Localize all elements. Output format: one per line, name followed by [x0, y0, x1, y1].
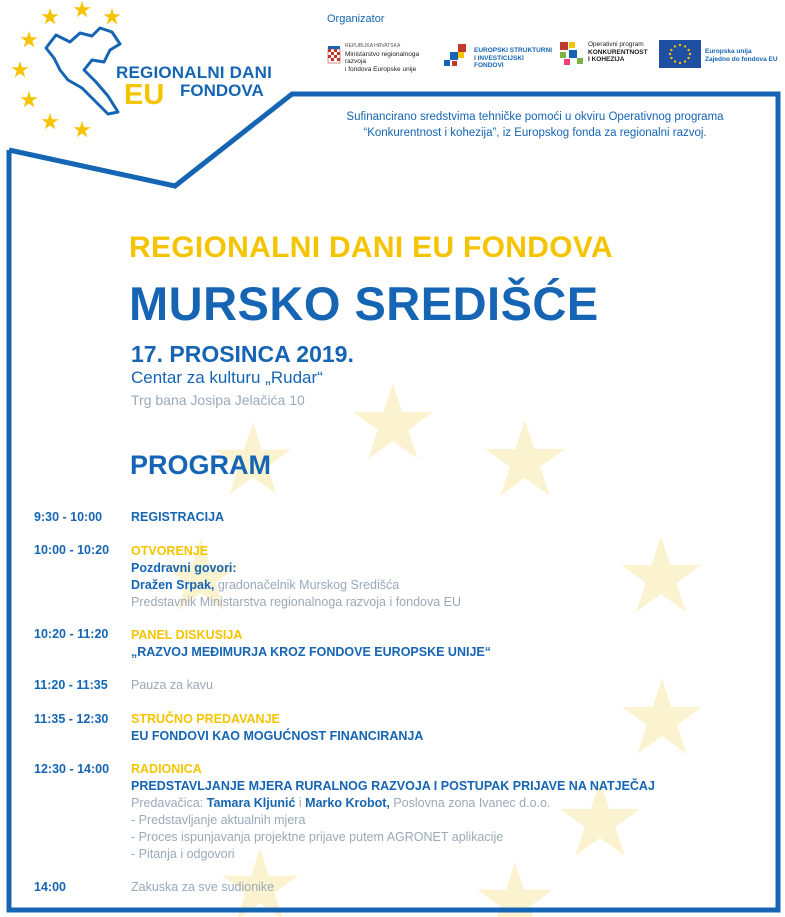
lecturer-label: Predavačica: [131, 796, 207, 810]
program-item-workshop [131, 761, 655, 863]
partner-ministry-line1: REPUBLIKA HRVATSKA [345, 43, 401, 49]
event-city: MURSKO SREDIŠĆE [129, 277, 599, 330]
logo-fondova: FONDOVA [180, 81, 264, 100]
program-time: 11:35 - 12:30 [34, 712, 109, 726]
program-heading: PROGRAM [130, 450, 271, 480]
cofinancing-line1: Sufinancirano sredstvima tehničke pomoći u okviru Operativnog programa [346, 111, 724, 123]
partner-op-line2: KONKURENTNOST [588, 48, 648, 56]
cofinancing-line2: “Konkurentnost i kohezija”, iz Europskog fonda za regionalni razvoj. [363, 127, 707, 139]
program-line: Predstavnik Ministarstva regionalnoga razvoja i fondova EU [131, 595, 462, 609]
lecturer-org: Poslovna zona Ivanec d.o.o. [389, 796, 551, 810]
partner-eu [659, 40, 779, 70]
program-subtitle: PREDSTAVLJANJE MJERA RURALNOG RAZVOJA I POSTUPAK PRIJAVE NA NATJEČAJ [131, 779, 655, 793]
program-sub-label: Pozdravni govori: [131, 561, 237, 575]
event-date: 17. PROSINCA 2019. [131, 341, 354, 367]
program-title: Zakuska za sve sudionike [131, 880, 275, 894]
partner-op-line3: I KOHEZIJA [588, 56, 625, 63]
program-item-panel [131, 627, 491, 661]
partner-operational-programme [558, 40, 658, 70]
bullet-item: - Predstavljanje aktualnih mjera [131, 813, 306, 827]
lecturer-name: Tamara Kljunić [206, 796, 296, 810]
partner-esi-funds [444, 42, 554, 72]
program-title: Pauza za kavu [131, 678, 213, 692]
operational-programme-icon [558, 40, 584, 66]
program-title: STRUČNO PREDAVANJE [131, 712, 280, 726]
esi-funds-icon [444, 44, 470, 68]
partner-esi-line1: EUROPSKI STRUKTURNI [474, 47, 553, 54]
bullet-item: - Proces ispunjavanja projektne prijave putem AGRONET aplikacije [131, 830, 504, 844]
partner-eu-line2: Zajedno do fondova EU [705, 55, 778, 63]
event-logo [8, 0, 308, 145]
lecturer-separator: i [295, 796, 306, 810]
program-title: REGISTRACIJA [131, 510, 225, 524]
event-address: Trg bana Josipa Jelačića 10 [131, 392, 305, 408]
program-subtitle: EU FONDOVI KAO MOGUĆNOST FINANCIRANJA [131, 729, 424, 743]
program-title: OTVORENJE [131, 544, 209, 558]
partner-ministry-line2: Ministarstvo regionalnoga razvoja [345, 50, 420, 65]
speaker-role: gradonačelnik Murskog Središća [214, 578, 400, 592]
event-venue: Centar za kulturu „Rudar“ [131, 368, 323, 387]
eu-flag-icon [659, 40, 701, 68]
program-subtitle: „RAZVOJ MEĐIMURJA KROZ FONDOVE EUROPSKE UNIJE“ [131, 645, 491, 659]
partner-ministry-line3: i fondova Europske unije [345, 65, 417, 73]
partner-ministry [327, 42, 437, 72]
lecturer-name: Marko Krobot, [305, 796, 390, 810]
bullet-item: - Pitanja i odgovori [131, 847, 235, 861]
organizer-label: Organizator [327, 13, 385, 25]
partner-op-line1: Operativni program [588, 41, 644, 48]
partner-esi-line2: I INVESTICIJSKI FONDOVI [474, 54, 524, 69]
croatia-outline-icon [46, 28, 120, 114]
program-time: 10:20 - 11:20 [34, 627, 109, 641]
logo-title: REGIONALNI DANI [116, 63, 272, 82]
logo-eu: EU [124, 79, 165, 111]
program-title: RADIONICA [131, 762, 202, 776]
cofinancing-note [300, 109, 770, 141]
program-time: 10:00 - 10:20 [34, 543, 110, 557]
program-time: 11:20 - 11:35 [34, 678, 108, 692]
program-item-lecture [131, 711, 423, 745]
event-title: REGIONALNI DANI EU FONDOVA [129, 231, 613, 264]
program-time: 14:00 [34, 880, 66, 894]
program-time: 12:30 - 14:00 [34, 762, 110, 776]
program-item-opening [131, 543, 461, 611]
program-title: PANEL DISKUSIJA [131, 628, 243, 642]
speaker-name: Dražen Srpak, [131, 578, 215, 592]
partner-eu-line1: Europska unija [705, 48, 752, 55]
croatia-coat-of-arms-icon [327, 45, 341, 65]
program-time: 9:30 - 10:00 [34, 510, 103, 524]
